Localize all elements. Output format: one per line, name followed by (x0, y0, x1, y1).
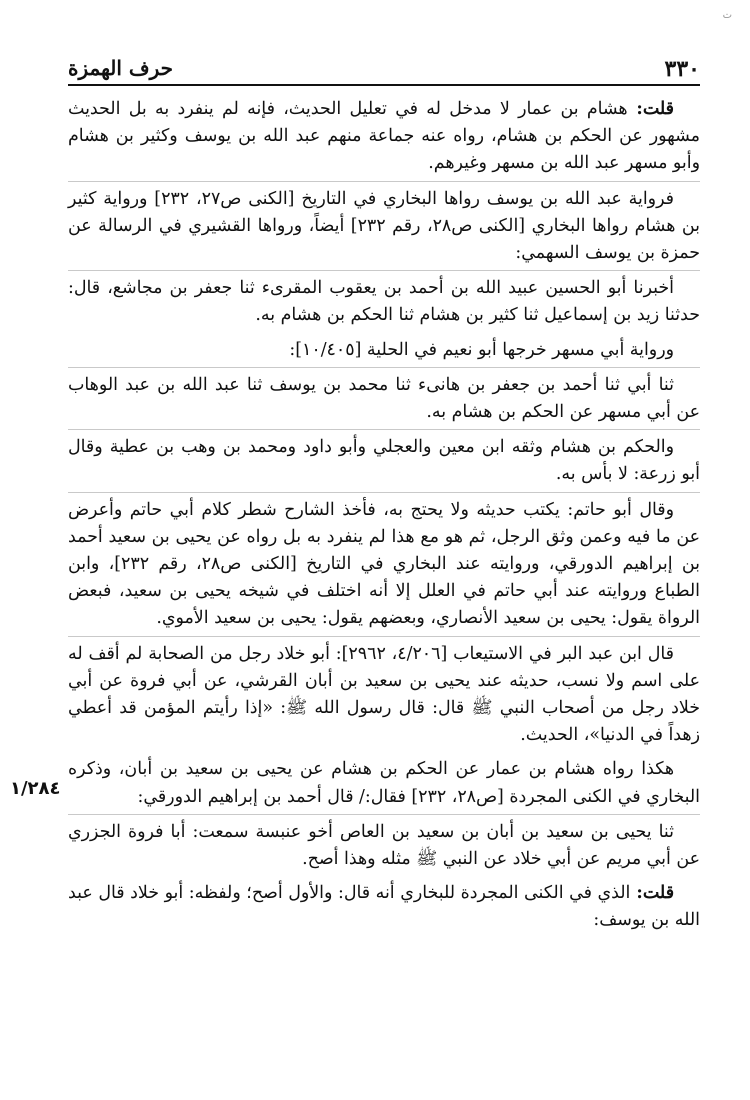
paragraph (68, 492, 700, 636)
paragraph-text: الذي في الكنى المجردة للبخاري أنه قال: والأول أصح؛ ولفظه: أبو خلاد قال عبد الله بن يوسف: (68, 883, 700, 931)
paragraph-text: قال ابن عبد البر في الاستيعاب [٤/٢٠٦، ٢٩٦٢]: أبو خلاد رجل من الصحابة لم أقف له على اسم ولا نسب، حديثه عند يحيى بن سعيد بن أبان القرشي، عن أبي فروة عن أبي خلاد رجل من أصحاب النبي ﷺ قال: قال رسول الله ﷺ: «إذا رأيتم المؤمن قد أعطي زهداً في الدنيا»، الحديث. (68, 643, 700, 746)
paragraph-text: هكذا رواه هشام بن عمار عن الحكم بن هشام عن يحيى بن سعيد بن أبان، وذكره البخاري في الكنى المجردة [ص٢٨، ٢٣٢] فقال:/ قال أحمد بن إبراهيم الدورقي: (68, 759, 700, 807)
paragraph (68, 270, 700, 332)
running-title: حرف الهمزة (68, 56, 174, 80)
paragraph-lead: قلت: (627, 99, 674, 119)
paragraph-text: أخبرنا أبو الحسين عبيد الله بن أحمد بن يعقوب المقرىء ثنا جعفر بن مجاشع، قال: حدثنا زيد بن إسماعيل ثنا كثير بن هشام ثنا الحكم بن هشام به. (68, 278, 700, 326)
margin-folio-note: ١/٢٨٤ (10, 778, 61, 799)
page-number: ٣٣٠ (664, 56, 700, 82)
paragraph-text: ثنا أبي ثنا أحمد بن جعفر بن هانىء ثنا محمد بن يوسف ثنا عبد الله بن عبد الوهاب عن أبي مسهر عن الحكم بن هشام به. (68, 374, 700, 423)
paragraph-text: ورواية أبي مسهر خرجها أبو نعيم في الحلية [١٠/٤٠٥]: (289, 339, 674, 360)
paragraph (68, 181, 700, 271)
page-body (68, 92, 700, 938)
paragraph (68, 333, 700, 367)
paragraph (68, 367, 700, 429)
paragraph-lead: قلت: (630, 883, 675, 904)
paragraph (68, 429, 700, 491)
paragraph (68, 92, 700, 181)
paragraph (68, 814, 700, 876)
corner-mark: ت (722, 10, 732, 21)
paragraph-text: والحكم بن هشام وثقه ابن معين والعجلي وأبو داود ومحمد بن وهب بن عطية وقال أبو زرعة: لا بأس به. (68, 437, 700, 485)
paragraph (68, 636, 700, 753)
paragraph (68, 876, 700, 937)
page-header (68, 52, 700, 86)
paragraph-text: ثنا يحيى بن سعيد بن أبان بن سعيد بن العاص أخو عنبسة سمعت: أبا فروة الجزري عن أبي مريم عن أبي خلاد عن النبي ﷺ مثله وهذا أصح. (68, 821, 700, 870)
header-rule (68, 84, 700, 86)
paragraph (68, 752, 700, 813)
paragraph-text: فرواية عبد الله بن يوسف رواها البخاري في التاريخ [الكنى ص٢٧، ٢٣٢] ورواية كثير بن هشام رواها البخاري [الكنى ص٢٨، رقم ٢٣٢] أيضاً، ورواها القشيري في الرسالة عن حمزة بن يوسف السهمي: (68, 188, 700, 264)
paragraph-text: هشام بن عمار لا مدخل له في تعليل الحديث، فإنه لم ينفرد به بل الحديث مشهور عن الحكم بن هشام، رواه عنه جماعة منهم عبد الله بن يوسف وكثير بن هشام وأبو مسهر عبد الله بن مسهر وغيرهم. (68, 99, 700, 174)
paragraph-text: وقال أبو حاتم: يكتب حديثه ولا يحتج به، فأخذ الشارح شطر كلام أبي حاتم وأعرض عن ما فيه وعمن وثق الرجل، ثم هو مع هذا لم ينفرد به بل رواه عن يحيى بن سعيد أحمد بن إبراهيم الدورقي، وروايته عند البخاري في التاريخ [الكنى ص٢٨، رقم ٢٣٢]، وابن الطباع وروايته عند أبي حاتم في العلل إلا أنه اختلف في شيخه يحيى بن سعيد، فبعض الرواة يقول: يحيى بن سعيد الأنصاري، وبعضهم يقول: يحيى بن سعيد الأموي. (68, 499, 700, 629)
